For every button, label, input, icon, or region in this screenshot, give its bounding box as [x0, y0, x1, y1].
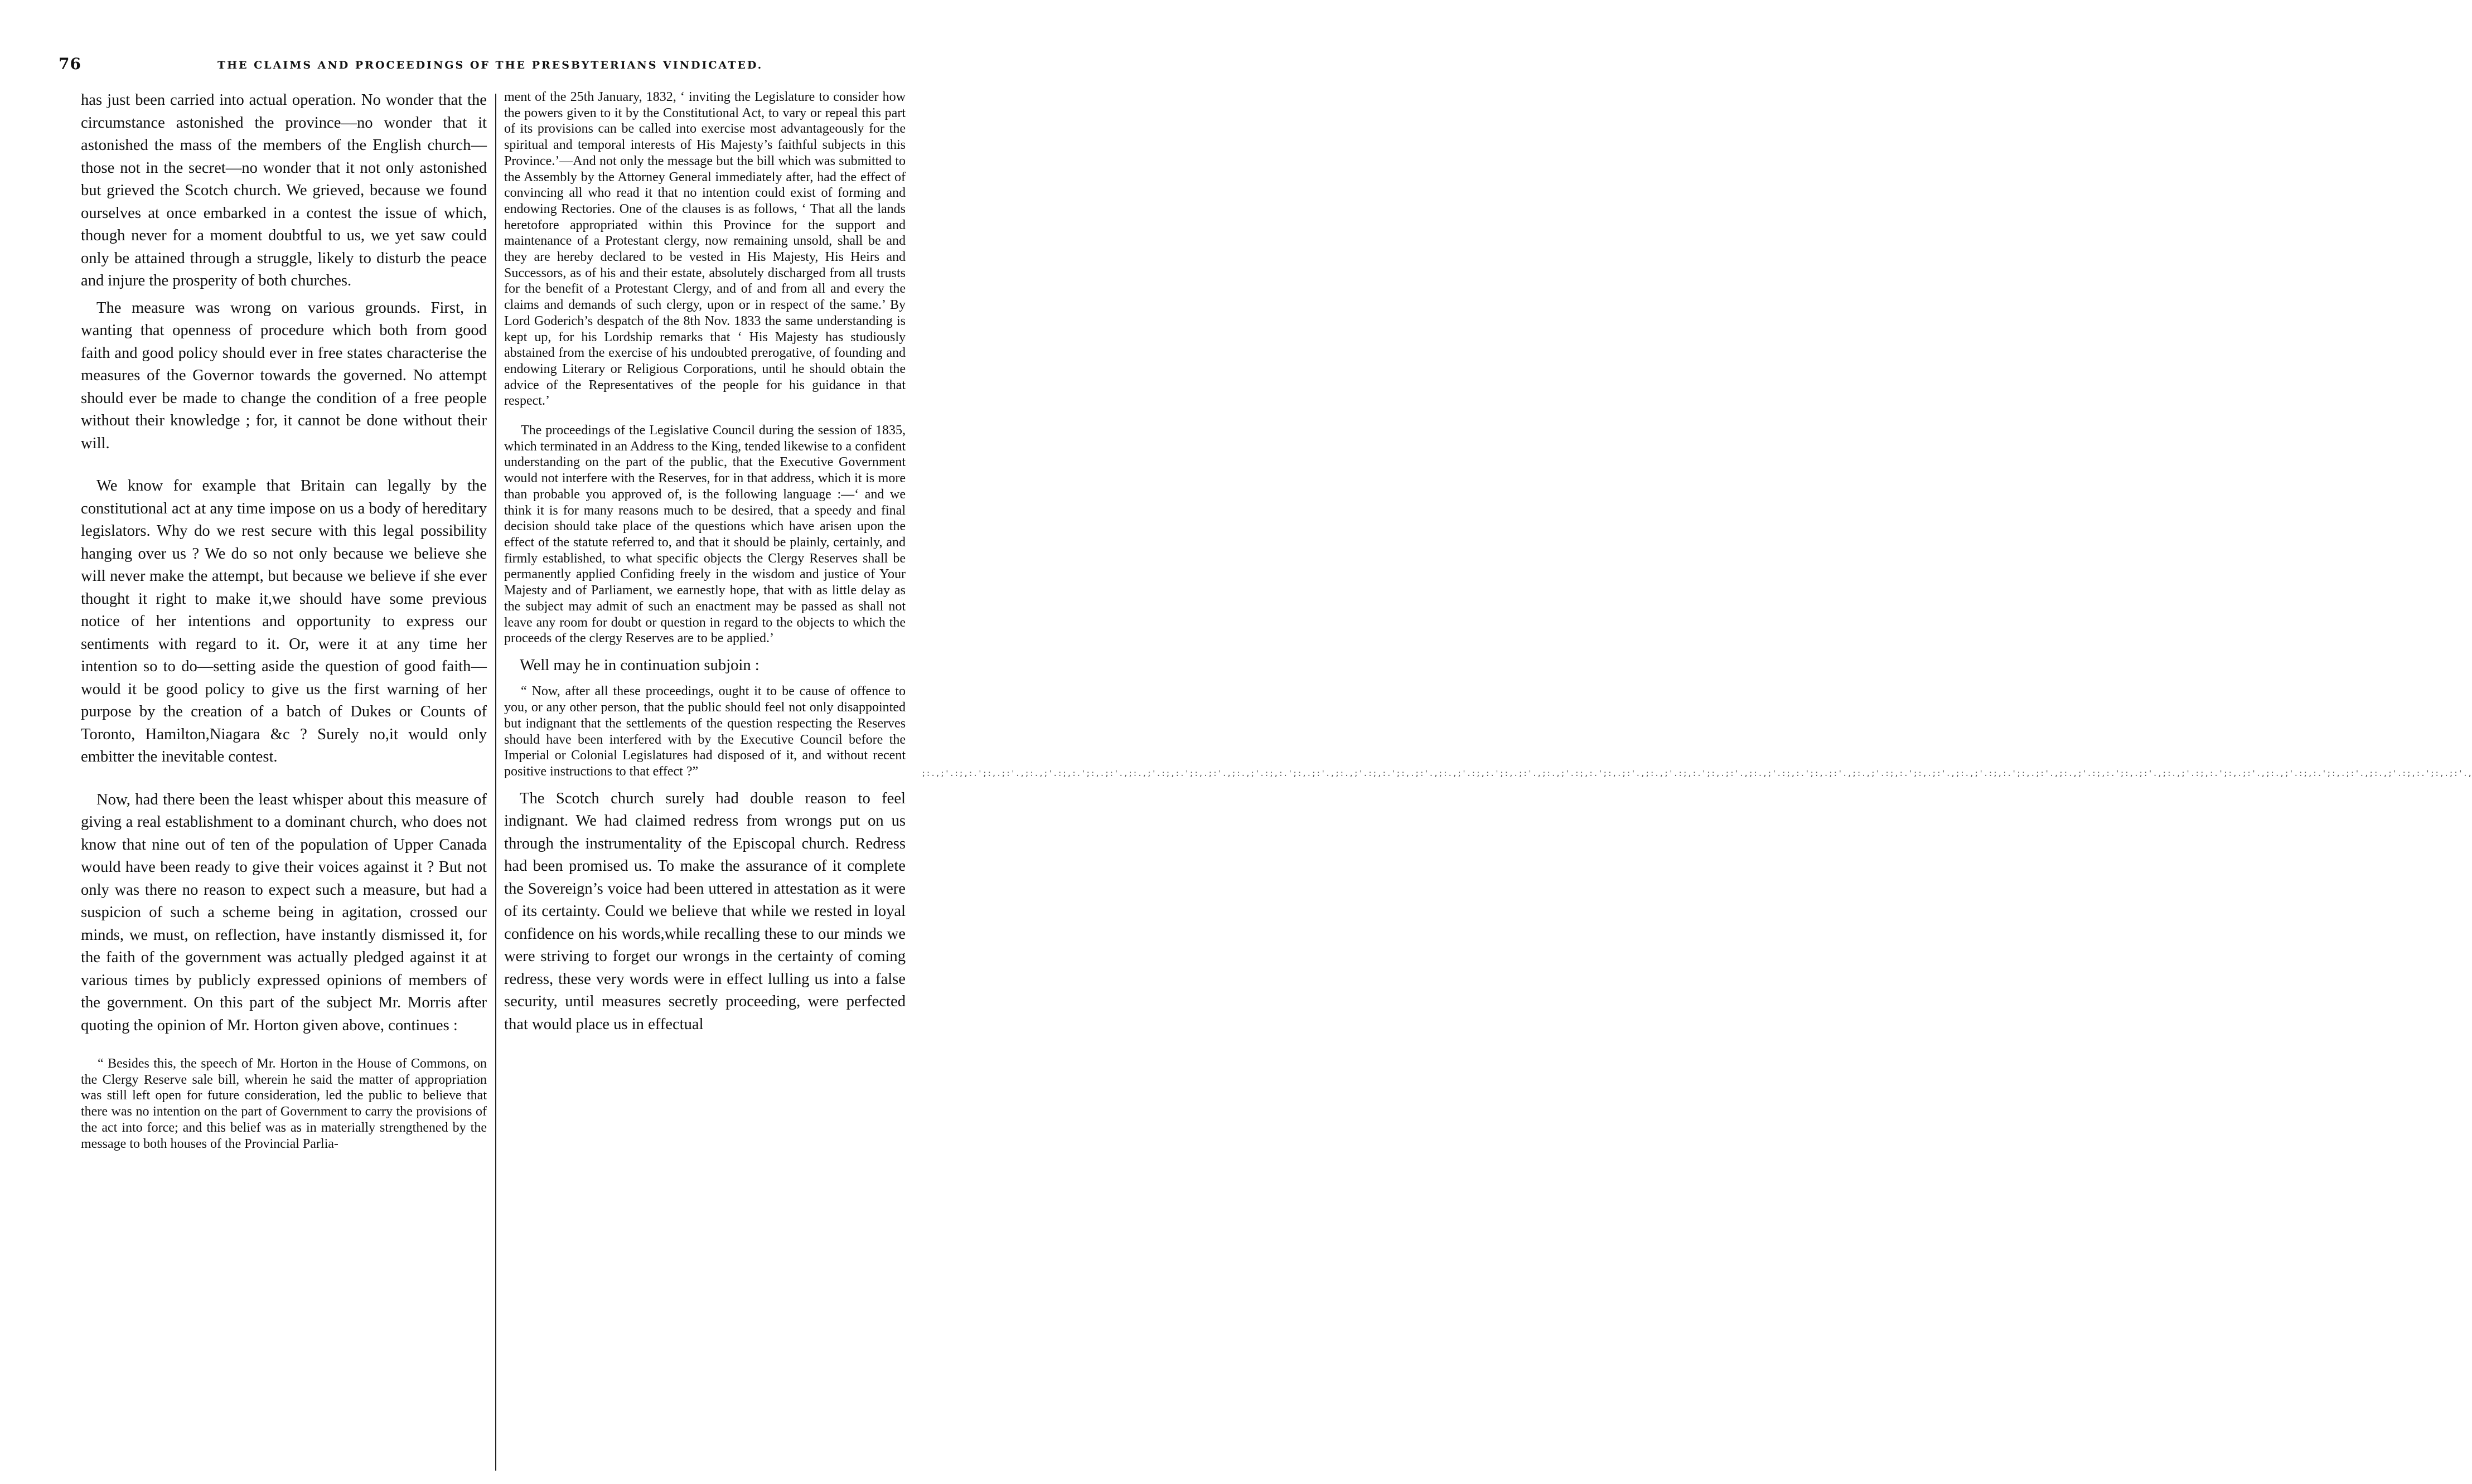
scan-edge-noise: ;:.,;'.:;,:.';:,.;:'.,;:.,;'.:;,:.';:,.;:'.,;:.,;'.:;,:.';:,.;:'.,;:.,;'.:;,:.';:,.;:'.,;:.,;'.:;,:.';:,.;:'.,;:.,;'.:;,:.';:,.;:'.,;:.,;'.:;,:.';:,.;:'.,;:.,;'.:;,:.';:,.;:'.,;:.,;'.:;,:.';:,.;:'.,;:.,;'.:;,:.';:,.;:'.,;:.,;'.:;,:.';:,.;:'.,;:.,;'.:;,:.';:,.;:'.,;:.,;'.:;,:.';:,.;:'.,;:.,;'.:;,:.';:,.;:'.,;:.,;'.:;,:.';:,.;:'., — [921, 769, 2472, 778]
quoted-paragraph: The proceedings of the Legislative Council during the session of 1835, which terminated in an Address to the King, tended likewise to a confident understanding on the part of the public, that the Executive Government would not interfere with the Reserves, for in that address, which it is more than probable you approved of, is the following language :—‘ and we think it is for many reasons much to be desired, that a speedy and final decision should take place of the questions which have arisen upon the effect of the statute referred to, and that it should be plainly, certainly, and firmly established, to what specific objects the Clergy Reserves shall be permanently applied Confiding freely in the wisdom and justice of Your Majesty and of Parliament, we earnestly hope, that with as little delay as the subject may admit of such an enactment may be passed as shall not leave any room for doubt or question in regard to the objects to which the proceeds of the clergy Reserves are to be applied.’ — [504, 423, 906, 646]
column-divider — [495, 94, 496, 1471]
quoted-paragraph: ment of the 25th January, 1832, ‘ inviting the Legislature to consider how the powers given to it by the Constitutional Act, to vary or repeal this part of its provisions can be called into exercise most advantageously for the spiritual and temporal interests of His Majesty’s faithful subjects in this Province.’—And not only the message but the bill which was submitted to the Assembly by the Attorney General immediately after, had the effect of convincing all who read it that no intention could exist of forming and endowing Rectories. One of the clauses is as follows, ‘ That all the lands heretofore appropriated within this Province for the support and maintenance of a Protestant clergy, now remaining unsold, shall be and they are hereby declared to be vested in His Majesty, His Heirs and Successors, as of his and their estate, absolutely discharged from all trusts for the benefit of a Protestant Clergy, and of and from all and every the claims and demands of such clergy, upon or in respect of the same.’ By Lord Goderich’s despatch of the 8th Nov. 1833 the same understanding is kept up, for his Lordship remarks that ‘ His Majesty has studiously abstained from the exercise of his undoubted prerogative, of founding and endowing Literary or Religious Corporations, until he should obtain the advice of the Representatives of the people for his guidance in that respect.’ — [504, 90, 906, 409]
paragraph: We know for example that Britain can legally by the constitutional act at any time impose on us a body of hereditary legislators. Why do we rest secure with this legal possibility hanging over us ? We do so not only because we believe she will never make the attempt, but because we believe if she ever thought it right to make it,we should have some previous notice of her intentions and opportunity to express our sentiments with regard to it. Or, were it at any time her intention so to do—setting aside the question of good faith—would it be good policy to give us the first warning of her purpose by the creation of a batch of Dukes or Counts of Toronto, Hamilton,Niagara &c ? Surely no,it would only embitter the inevitable contest. — [81, 477, 487, 765]
quoted-paragraph: “ Now, after all these proceedings, ought it to be cause of offence to you, or any other person, that the public should feel not only disappointed but indignant that the settlements of the question respecting the Reserves should have been interfered with by the Executive Council before the Imperial or Colonial Legislatures had disposed of it, and without recent positive instructions to that effect ?” — [504, 684, 906, 779]
left-column — [81, 89, 487, 1152]
paragraph: Now, had there been the least whisper about this measure of giving a real establishment to a dominant church, who does not know that nine out of ten of the population of Upper Canada would have been ready to give their voices against it ? But not only was there no reason to expect such a measure, but had a suspicion of such a scheme being in agitation, crossed our minds, we must, on reflection, have instantly dismissed it, for the faith of the government was actually pledged against it at various times by publicly expressed opinions of members of the government. On this part of the subject Mr. Morris after quoting the opinion of Mr. Horton given above, continues : — [81, 791, 487, 1034]
paragraph: has just been carried into actual operation. No wonder that the circumstance astonished the province—no wonder that it astonished the mass of the members of the English church—those not in the secret—no wonder that it not only astonished but grieved the Scotch church. We grieved, because we found ourselves at once embarked in a contest the issue of which, though never for a moment doubtful to us, we yet saw could only be attained through a struggle, likely to disturb the peace and injure the prosperity of both churches. — [81, 91, 487, 289]
page-number: 76 — [59, 55, 81, 73]
paragraph: Well may he in continuation subjoin : — [520, 656, 760, 674]
paragraph: The Scotch church surely had double reason to feel indignant. We had claimed redress from wrongs put on us through the instrumentality of the Episcopal church. Redress had been promised us. To make the assurance of it complete the Sovereign’s voice had been uttered in attestation as it were of its certainty. Could we believe that while we rested in loyal confidence on his words,while recalling these to our minds we were striving to forget our wrongs in the certainty of coming redress, these very words were in effect lulling us into a false security, until measures secretly proceeding, were perfected that would place us in effectual — [504, 789, 906, 1033]
paragraph: The measure was wrong on various grounds. First, in wanting that openness of procedure which both from good faith and good policy should ever in free states characterise the measures of the Governor towards the governed. No attempt should ever be made to change the condition of a free people without their knowledge ; for, it cannot be done without their will. — [81, 299, 487, 452]
running-head: THE CLAIMS AND PROCEEDINGS OF THE PRESBYTERIANS VINDICATED. — [217, 59, 763, 71]
page-header — [59, 55, 917, 74]
quoted-paragraph: “ Besides this, the speech of Mr. Horton in the House of Commons, on the Clergy Reserve sale bill, wherein he said the matter of appropriation was still left open for future consideration, led the public to believe that there was no intention on the part of Government to carry the provisions of the act into force; and this belief was as in materially strengthened by the message to both houses of the Provincial Parlia- — [81, 1056, 487, 1151]
right-column — [504, 89, 906, 1036]
